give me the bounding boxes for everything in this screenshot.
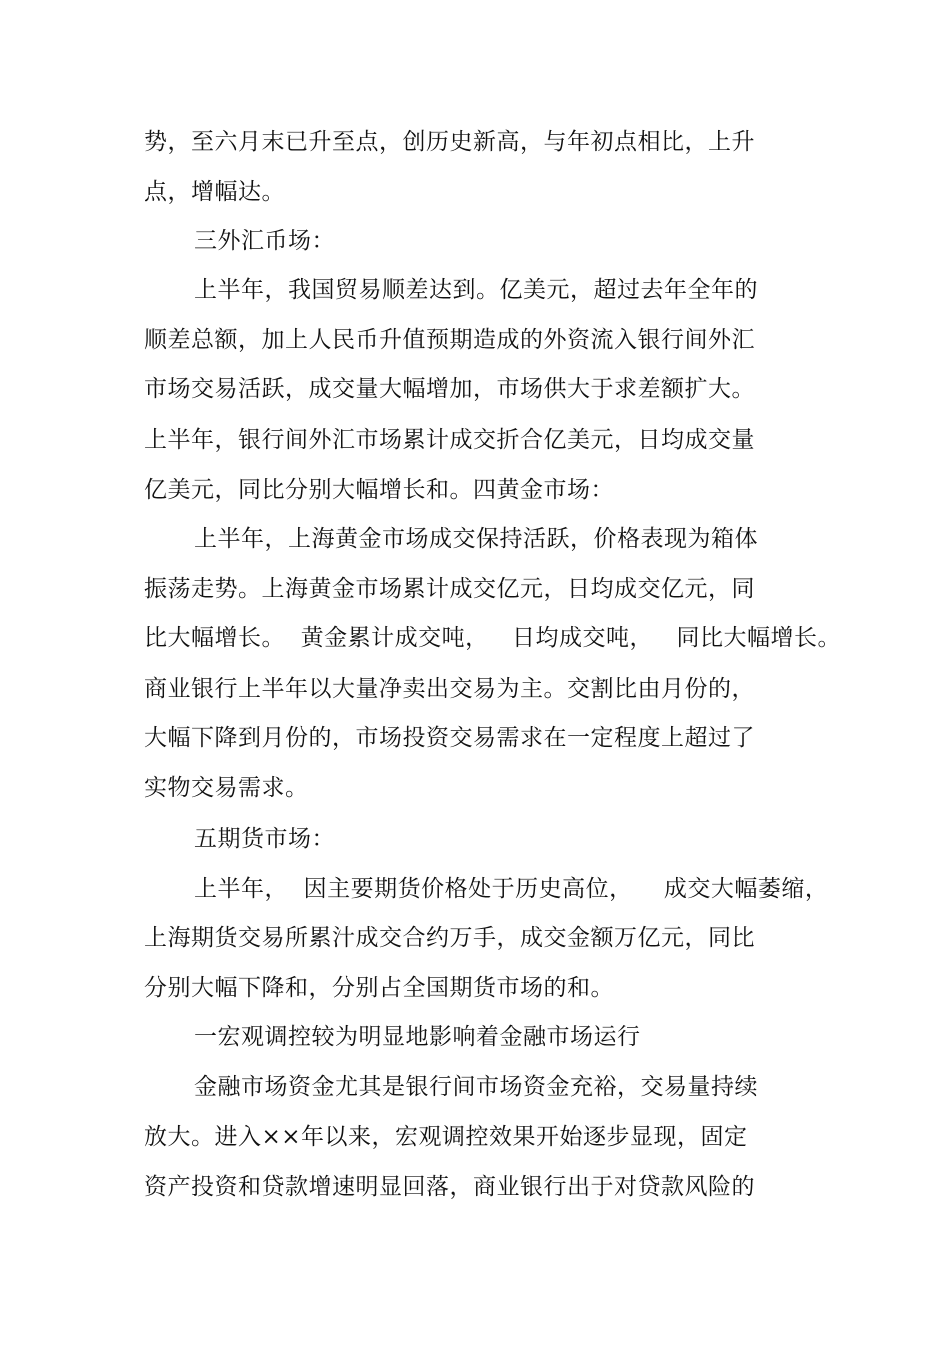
text-line: 上半年，上海黄金市场成交保持活跃，价格表现为箱体 <box>194 526 758 552</box>
text-line: 亿美元，同比分别大幅增长和。四黄金市场： <box>144 477 614 503</box>
text-line: 放大。进入××年以来，宏观调控效果开始逐步显现，固定 <box>144 1124 748 1150</box>
text-line: 振荡走势。上海黄金市场累计成交亿元，日均成交亿元，同 <box>144 576 755 602</box>
text-line: 上半年，银行间外汇市场累计成交折合亿美元，日均成交量 <box>144 427 755 453</box>
text-line: 市场交易活跃，成交量大幅增加，市场供大于求差额扩大。 <box>144 376 755 402</box>
section-heading: 五期货市场： <box>194 826 335 852</box>
text-line: 上半年，我国贸易顺差达到。亿美元，超过去年全年的 <box>194 277 758 303</box>
section-heading: 三外汇币场： <box>194 228 335 254</box>
text-line: 顺差总额，加上人民币升值预期造成的外资流入银行间外汇 <box>144 327 755 353</box>
text-line: 金融市场资金尤其是银行间市场资金充裕，交易量持续 <box>194 1074 758 1100</box>
text-line: 上半年， 因主要期货价格处于历史高位， 成交大幅萎缩， <box>194 876 829 902</box>
text-line: 大幅下降到月份的，市场投资交易需求在一定程度上超过了 <box>144 725 755 751</box>
section-heading: 一宏观调控较为明显地影响着金融市场运行 <box>194 1024 641 1050</box>
text-line: 商业银行上半年以大量净卖出交易为主。交割比由月份的， <box>144 676 755 702</box>
text-line: 资产投资和贷款增速明显回落，商业银行出于对贷款风险的 <box>144 1174 755 1200</box>
text-line: 分别大幅下降和，分别占全国期货市场的和。 <box>144 975 614 1001</box>
text-line: 势，至六月末已升至点，创历史新高，与年初点相比，上升 <box>144 129 755 155</box>
text-line: 实物交易需求。 <box>144 775 309 801</box>
text-line: 比大幅增长。 黄金累计成交吨， 日均成交吨， 同比大幅增长。 <box>144 625 841 651</box>
text-line: 点，增幅达。 <box>144 179 285 205</box>
text-line: 上海期货交易所累汁成交合约万手，成交金额万亿元，同比 <box>144 925 755 951</box>
